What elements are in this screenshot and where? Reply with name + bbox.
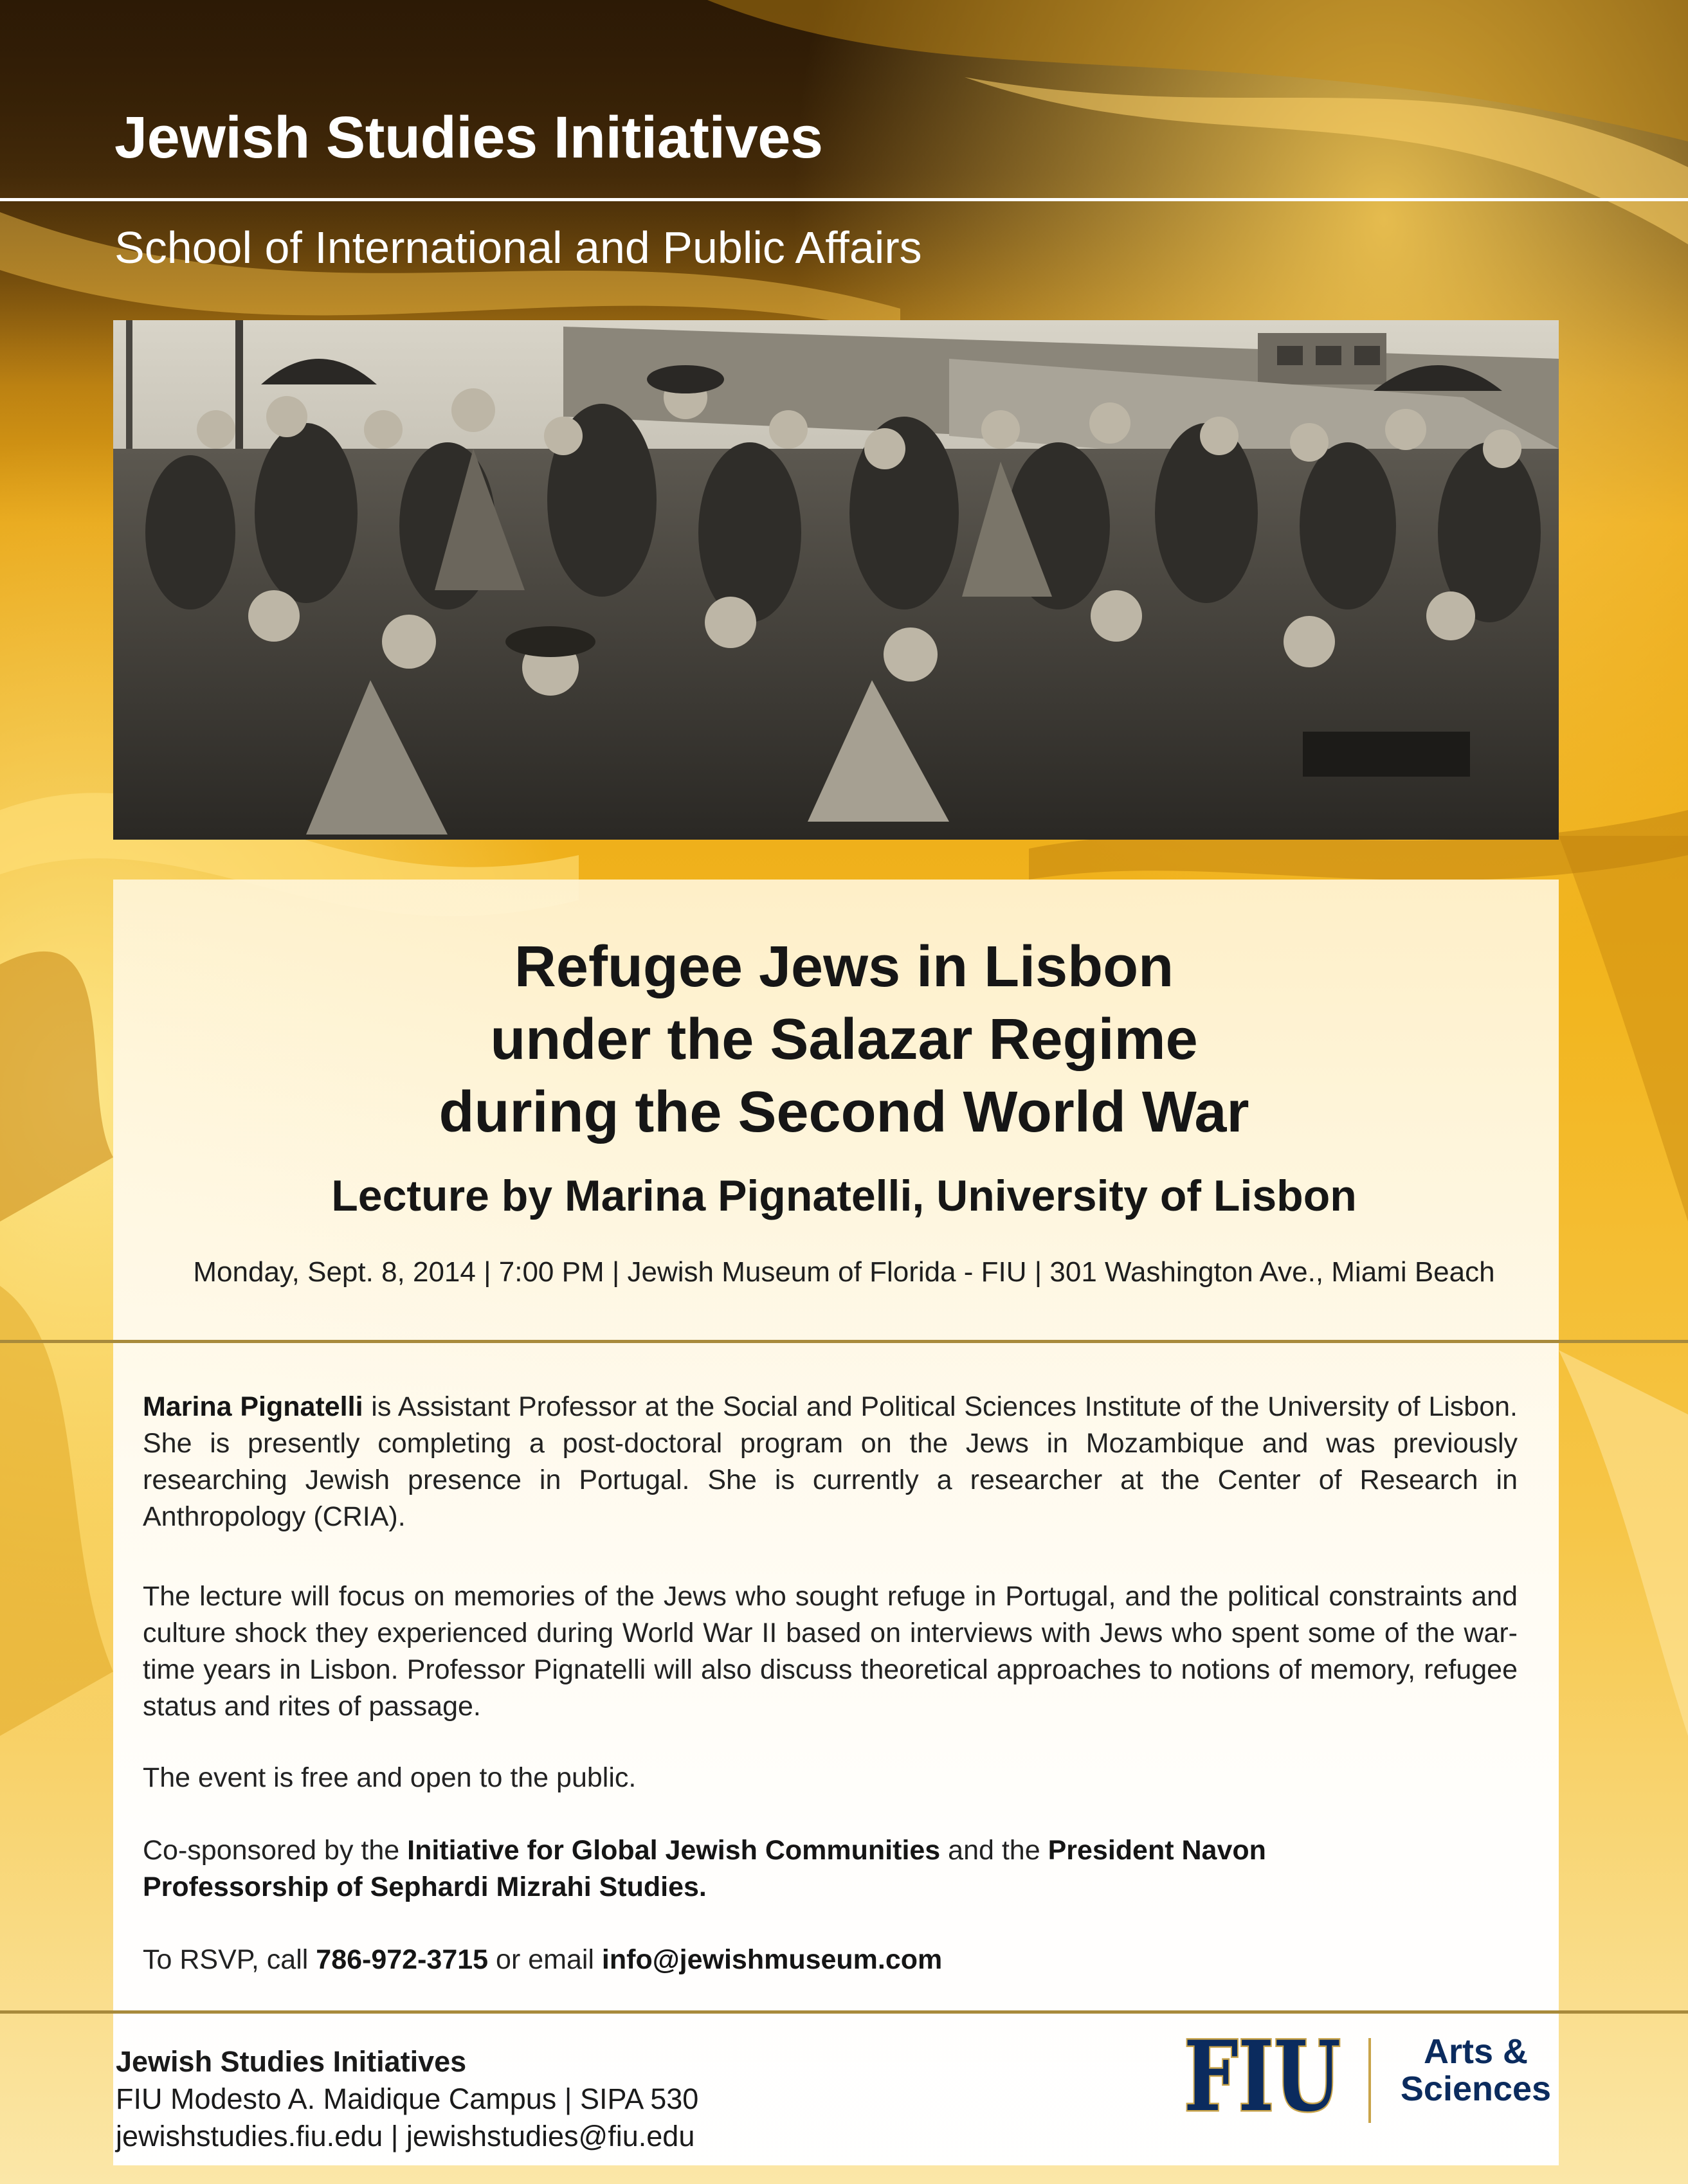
cosponsor-2-line-2: Professorship of Sephardi Mizrahi Studies. — [143, 1872, 707, 1902]
sciences-line: Sciences — [1400, 2070, 1552, 2108]
header-subtitle: School of International and Public Affairs — [114, 222, 922, 273]
free-event-note: The event is free and open to the public. — [143, 1762, 637, 1793]
speaker-bio-text: is Assistant Professor at the Social and Political Sciences Institute of the University of Lisbon. She is presently completing a post-doctoral program on the Jews in Mozambique and was previously researching Jewish presence in Portugal. She is currently a researcher at the Center of Research in Anthropology (CRIA). — [143, 1391, 1518, 1532]
rsvp-email[interactable]: info@jewishmuseum.com — [601, 1944, 943, 1975]
section-divider-bottom — [0, 2010, 1688, 2014]
archival-crowd-photo — [113, 320, 1559, 840]
speaker-name: Marina Pignatelli — [143, 1391, 363, 1422]
cosponsor-1: Initiative for Global Jewish Communities — [407, 1835, 941, 1866]
footer-web-email[interactable]: jewishstudies.fiu.edu | jewishstudies@fiu.edu — [116, 2120, 695, 2152]
footer-title: Jewish Studies Initiatives — [116, 2045, 467, 2078]
footer-contact — [116, 2043, 698, 2155]
event-details: Monday, Sept. 8, 2014 | 7:00 PM | Jewish Museum of Florida - FIU | 301 Washington Ave., Miami Beach — [193, 1256, 1495, 1288]
fiu-logo-text: FIU — [1184, 2020, 1341, 2133]
arts-line: Arts & — [1423, 2032, 1529, 2071]
lecture-description-paragraph: The lecture will focus on memories of the Jews who sought refuge in Portugal, and the political constraints and culture shock they experienced during World War II based on interviews with Jews who spent some of the war-time years in Lisbon. Professor Pignatelli will also discuss theoretical approaches to notions of memory, refugee status and rites of passage. — [143, 1581, 1518, 1722]
header-title: Jewish Studies Initiatives — [114, 105, 823, 170]
speaker-bio-paragraph — [143, 1389, 1518, 1535]
cosponsor-2-line-1: President Navon — [1048, 1835, 1266, 1866]
logo-divider — [1368, 2038, 1371, 2123]
cosponsor-paragraph — [143, 1832, 1518, 1906]
header-divider — [0, 198, 1688, 201]
arts-sciences-wordmark — [1389, 2033, 1563, 2107]
event-title-line-3: during the Second World War — [439, 1080, 1249, 1144]
rsvp-mid: or email — [488, 1944, 602, 1975]
event-title-line-1: Refugee Jews in Lisbon — [514, 935, 1174, 999]
event-speaker: Lecture by Marina Pignatelli, University of Lisbon — [331, 1171, 1357, 1220]
event-title — [0, 931, 1688, 1149]
photo-illustration — [113, 320, 1559, 840]
cosponsor-prefix: Co-sponsored by the — [143, 1835, 408, 1866]
event-title-line-2: under the Salazar Regime — [490, 1007, 1198, 1072]
section-divider-top — [0, 1340, 1688, 1343]
rsvp-prefix: To RSVP, call — [143, 1944, 316, 1975]
cosponsor-mid: and the — [940, 1835, 1048, 1866]
fiu-logo — [1182, 2020, 1343, 2133]
rsvp-line — [143, 1942, 1518, 1978]
rsvp-phone[interactable]: 786-972-3715 — [316, 1944, 489, 1975]
footer-address: FIU Modesto A. Maidique Campus | SIPA 530 — [116, 2082, 699, 2115]
